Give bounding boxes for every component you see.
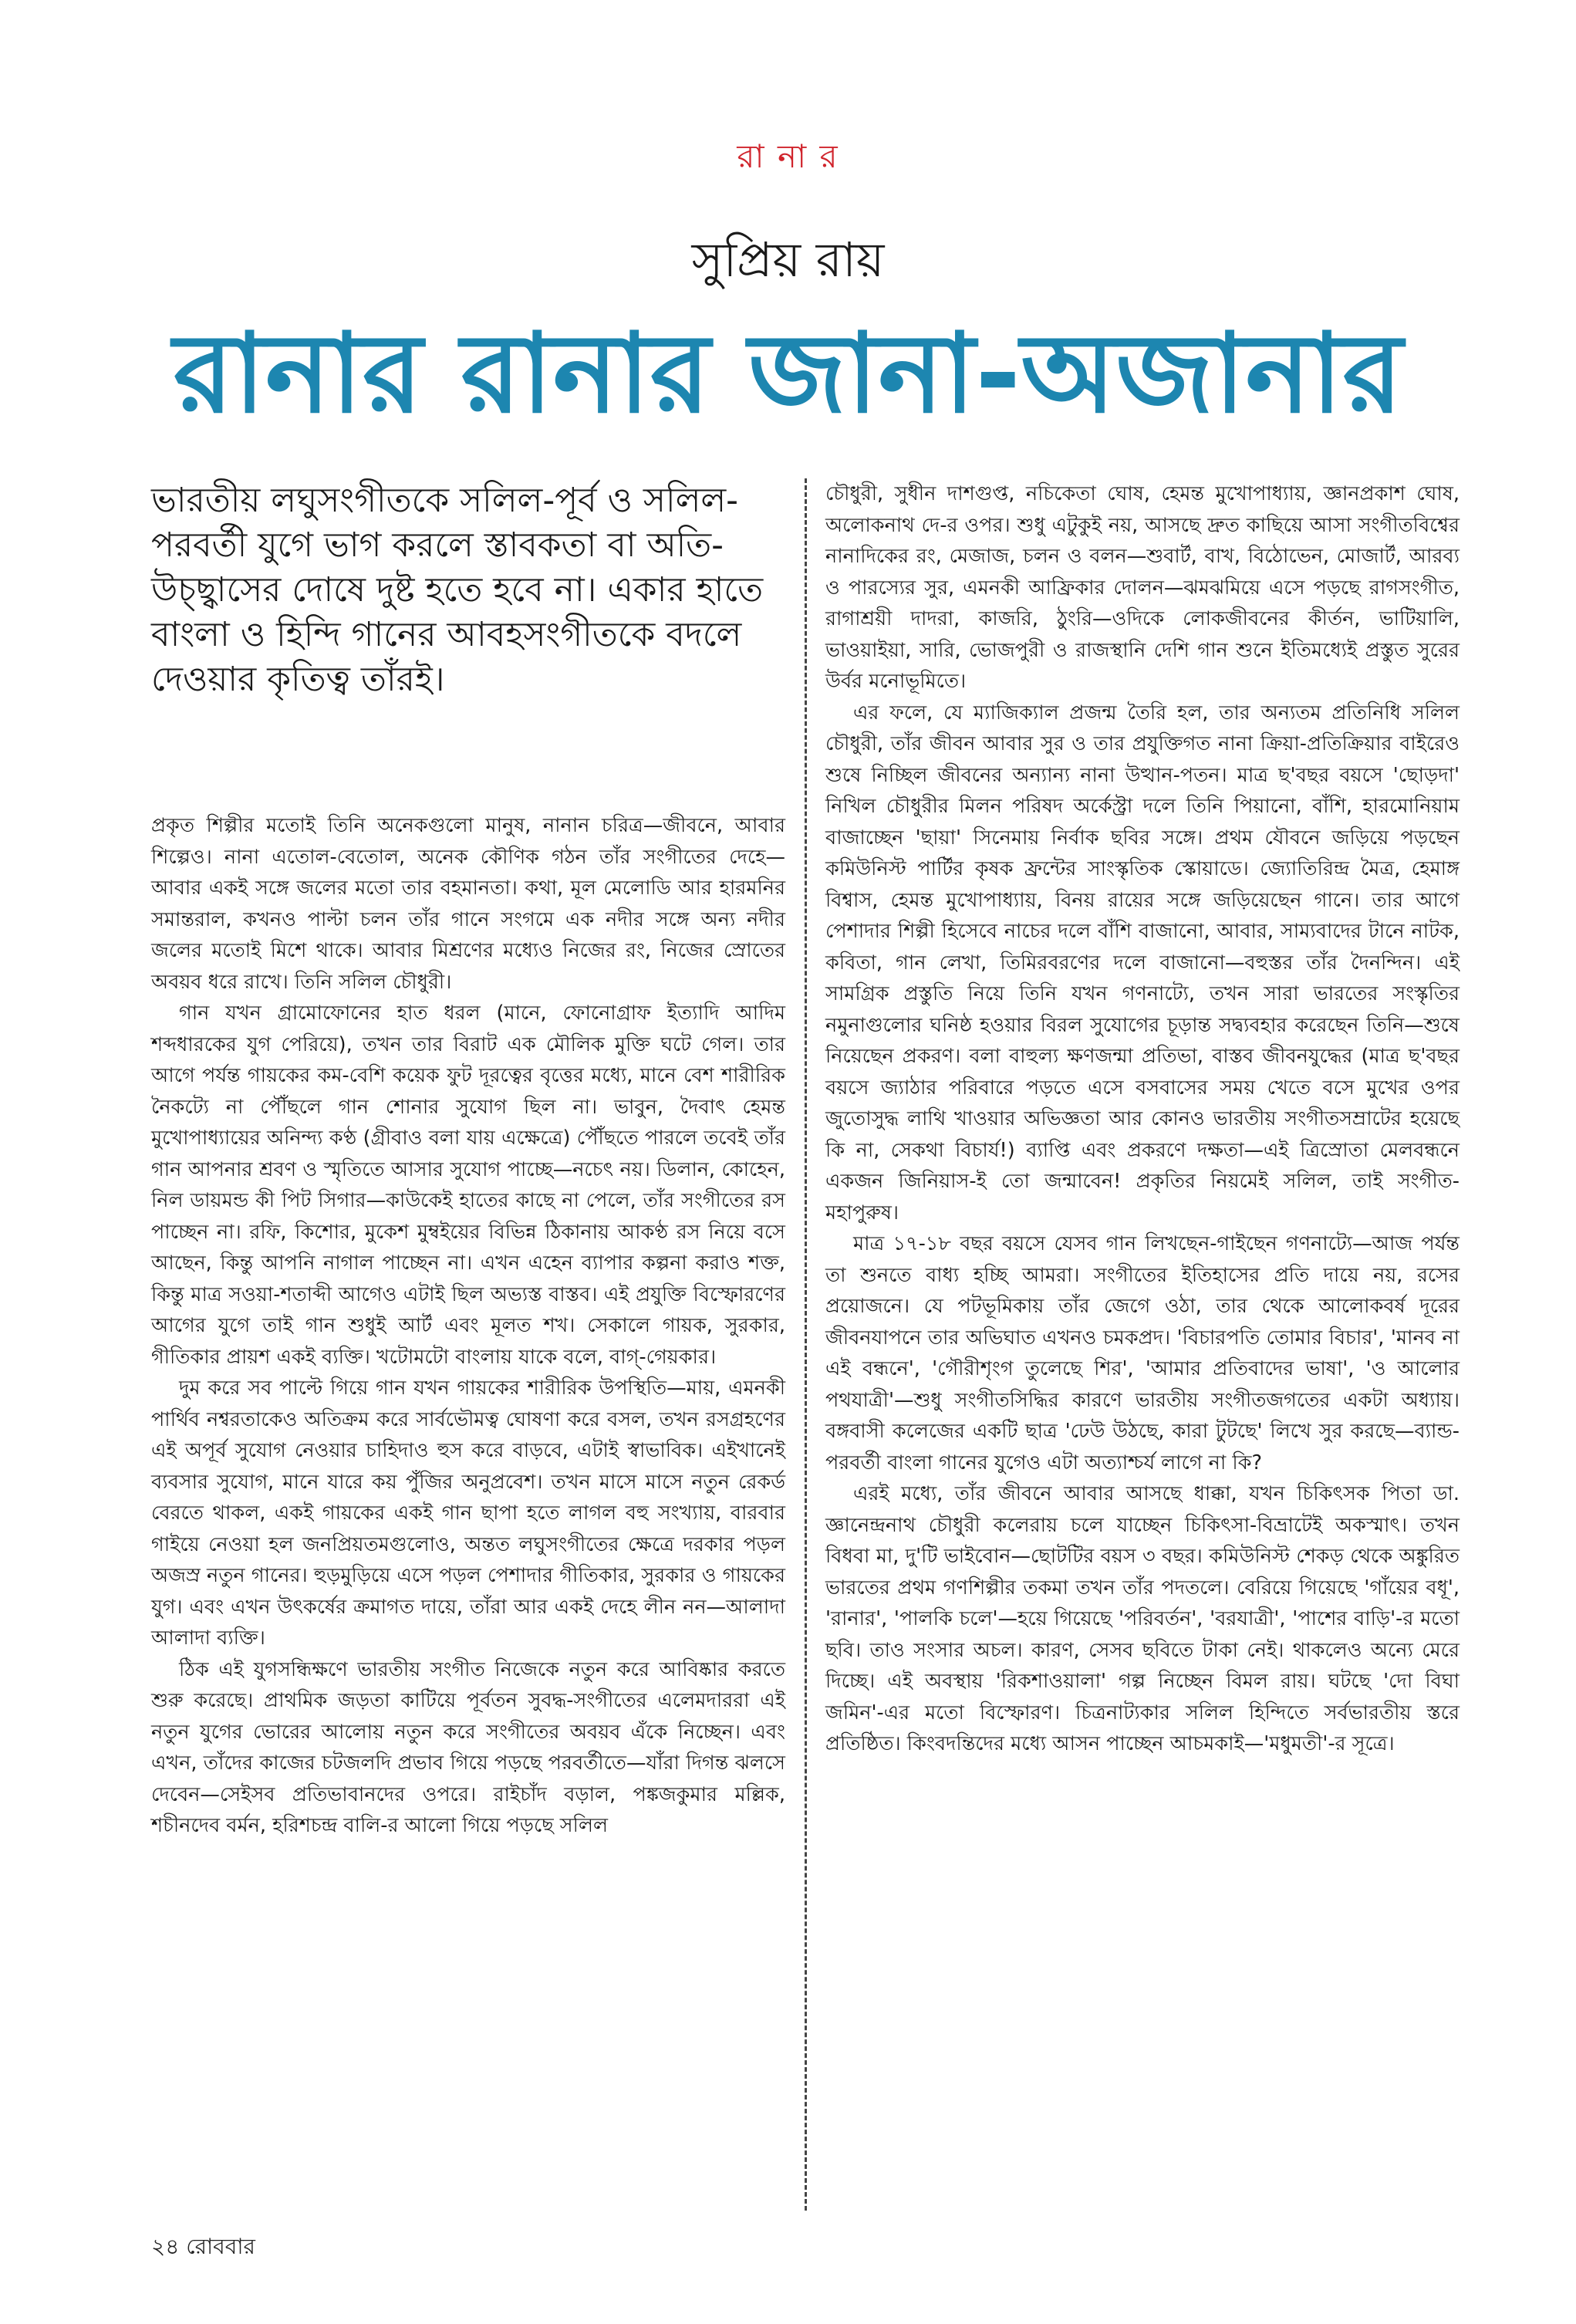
article-title: রানার রানার জানা-অজানার <box>173 310 1403 437</box>
column-divider <box>805 478 807 2211</box>
paragraph: দুম করে সব পাল্টে গিয়ে গান যখন গায়কের শারীরিক উপস্থিতি—মায়, এমনকী পার্থিব নশ্বরতাকেও অতিক্রম করে সার্বভৌমত্ব ঘোষণা করে বসল, তখন রসগ্রহণের এই অপূর্ব সুযোগ নেওয়ার চাহিদাও হুস করে বাড়বে, এটাই স্বাভাবিক। এইখানেই ব্যবসার সুযোগ, মানে যারে কয় পুঁজির অনুপ্রবেশ। তখন মাসে মাসে নতুন রেকর্ড বেরতে থাকল, একই গায়কের একই গান ছাপা হতে লাগল বহু সংখ্যায়, বারবার গাইয়ে নেওয়া হল জনপ্রিয়তমগুলোও, অন্তত লঘুসংগীতের ক্ষেত্রে দরকার পড়ল অজস্র নতুন গানের। হুড়মুড়িয়ে এসে পড়ল পেশাদার গীতিকার, সুরকার ও গায়কের যুগ। এবং এখন উৎকর্ষের ক্রমাগত দায়ে, তাঁরা আর একই দেহে লীন নন—আলাদা আলাদা ব্যক্তি। <box>151 1376 785 1650</box>
right-column <box>825 478 1460 1760</box>
paragraph: চৌধুরী, সুধীন দাশগুপ্ত, নচিকেতা ঘোষ, হেমন্ত মুখোপাধ্যায়, জ্ঞানপ্রকাশ ঘোষ, অলোকনাথ দে-র ওপর। শুধু এটুকুই নয়, আসছে দ্রুত কাছিয়ে আসা সংগীতবিশ্বের নানাদিকের রং, মেজাজ, চলন ও বলন—শুবার্ট, বাখ, বিঠোভেন, মোজার্ট, আরব্য ও পারস্যের সুর, এমনকী আফ্রিকার দোলন—ঝমঝমিয়ে এসে পড়ছে রাগসংগীত, রাগাশ্রয়ী দাদরা, কাজরি, ঠুংরি—ওদিকে লোকজীবনের কীর্তন, ভাটিয়ালি, ভাওয়াইয়া, সারি, ভোজপুরী ও রাজস্থানি দেশি গান শুনে ইতিমধ্যেই প্রস্তুত সুরের উর্বর মনোভূমিতে। <box>825 482 1460 693</box>
left-column <box>151 478 785 1842</box>
paragraph: এরই মধ্যে, তাঁর জীবনে আবার আসছে ধাক্কা, যখন চিকিৎসক পিতা ডা. জ্ঞানেন্দ্রনাথ চৌধুরী কলেরায় চলে যাচ্ছেন চিকিৎসা-বিভ্রাটেই অকস্মাৎ। তখন বিধবা মা, দু'টি ভাইবোন—ছোটটির বয়স ৩ বছর। কমিউনিস্ট শেকড় থেকে অঙ্কুরিত ভারতের প্রথম গণশিল্পীর তকমা তখন তাঁর পদতলে। বেরিয়ে গিয়েছে 'গাঁয়ের বধূ', 'রানার', 'পালকি চলে'—হয়ে গিয়েছে 'পরিবর্তন', 'বরযাত্রী', 'পাশের বাড়ি'-র মতো ছবি। তাও সংসার অচল। কারণ, সেসব ছবিতে টাকা নেই। থাকলেও অন্যে মেরে দিচ্ছে। এই অবস্থায় 'রিকশাওয়ালা' গল্প নিচ্ছেন বিমল রায়। ঘটছে 'দো বিঘা জমিন'-এর মতো বিস্ফোরণ। চিত্রনাট্যকার সলিল হিন্দিতে সর্বভারতীয় স্তরে প্রতিষ্ঠিত। কিংবদন্তিদের মধ্যে আসন পাচ্ছেন আচমকাই—'মধুমতী'-র সূত্রে। <box>825 1482 1460 1755</box>
left-body <box>151 810 785 1842</box>
intro-standfirst <box>151 478 785 702</box>
paragraph: গান যখন গ্রামোফোনের হাত ধরল (মানে, ফোনোগ্রাফ ইত্যাদি আদিম শব্দধারকের যুগ পেরিয়ে), তখন তার বিরাট এক মৌলিক মুক্তি ঘটে গেল। তার আগে পর্যন্ত গায়কের কম-বেশি কয়েক ফুট দূরত্বের বৃত্তের মধ্যে, মানে বেশ শারীরিক নৈকট্যে না পৌঁছলে গান শোনার সুযোগ ছিল না। ভাবুন, দৈবাৎ হেমন্ত মুখোপাধ্যায়ের অনিন্দ্য কণ্ঠ (গ্রীবাও বলা যায় এক্ষেত্রে) পৌঁছতে পারলে তবেই তাঁর গান আপনার শ্রবণ ও স্মৃতিতে আসার সুযোগ পাচ্ছে—নচেৎ নয়। ডিলান, কোহেন, নিল ডায়মন্ড কী পিট সিগার—কাউকেই হাতের কাছে না পেলে, তাঁর সংগীতের রস পাচ্ছেন না। রফি, কিশোর, মুকেশ মুম্বইয়ের বিভিন্ন ঠিকানায় আকণ্ঠ রস নিয়ে বসে আছেন, কিন্তু আপনি নাগাল পাচ্ছেন না। এখন এহেন ব্যাপার কল্পনা করাও শক্ত, কিন্তু মাত্র সওয়া-শতাব্দী আগেও এটাই ছিল অভ্যস্ত বাস্তব। এই প্রযুক্তি বিস্ফোরণের আগের যুগে তাই গান শুধুই আর্ট এবং মূলত শখ। সেকালে গায়ক, সুরকার, গীতিকার প্রায়শ একই ব্যক্তি। খটোমটো বাংলায় যাকে বলে, বাগ্‌-গেয়কার। <box>151 1002 785 1369</box>
intro-text: ভারতীয় লঘুসংগীতকে সলিল-পূর্ব ও সলিল-পরবর্তী যুগে ভাগ করলে স্তাবকতা বা অতি-উচ্ছ্বাসের দোষে দুষ্ট হতে হবে না। একার হাতে বাংলা ও হিন্দি গানের আবহসংগীতকে বদলে দেওয়ার কৃতিত্ব তাঁরই। <box>151 481 764 699</box>
right-body <box>825 478 1460 1760</box>
paragraph: মাত্র ১৭-১৮ বছর বয়সে যেসব গান লিখছেন-গাইছেন গণনাট্যে—আজ পর্যন্ত তা শুনতে বাধ্য হচ্ছি আমরা। সংগীতের ইতিহাসের প্রতি দায়ে নয়, রসের প্রয়োজনে। যে পটভূমিকায় তাঁর জেগে ওঠা, তার থেকে আলোকবর্ষ দূরের জীবনযাপনে তার অভিঘাত এখনও চমকপ্রদ। 'বিচারপতি তোমার বিচার', 'মানব না এই বন্ধনে', 'গৌরীশৃংগ তুলেছে শির', 'আমার প্রতিবাদের ভাষা', 'ও আলোর পথযাত্রী'—শুধু সংগীতসিদ্ধির কারণে ভারতীয় সংগীতজগতের একটা অধ্যায়। বঙ্গবাসী কলেজের একটি ছাত্র 'ঢেউ উঠছে, কারা টুটছে' লিখে সুর করছে—ব্যান্ড-পরবর্তী বাংলা গানের যুগেও এটা অত্যাশ্চর্য লাগে না কি? <box>825 1232 1460 1474</box>
section-tag: রা না র <box>737 137 839 175</box>
paragraph: প্রকৃত শিল্পীর মতোই তিনি অনেকগুলো মানুষ, নানান চরিত্র—জীবনে, আবার শিল্পেও। নানা এতোল-বেতোল, অনেক কৌণিক গঠন তাঁর সংগীতের দেহে—আবার একই সঙ্গে জলের মতো তার বহমানতা। কথা, মূল মেলোডি আর হারমনির সমান্তরাল, কখনও পাল্টা চলন তাঁর গানে সংগমে এক নদীর সঙ্গে অন্য নদীর জলের মতোই মিশে থাকে। আবার মিশ্রণের মধ্যেও নিজের রং, নিজের স্রোতের অবয়ব ধরে রাখে। তিনি সলিল চৌধুরী। <box>151 814 785 994</box>
page-footer: ২৪ রোববার <box>151 2234 255 2259</box>
author-name: সুপ্রিয় রায় <box>691 231 885 288</box>
paragraph: ঠিক এই যুগসন্ধিক্ষণে ভারতীয় সংগীত নিজেকে নতুন করে আবিষ্কার করতে শুরু করেছে। প্রাথমিক জড়তা কাটিয়ে পূর্বতন সুবদ্ধ-সংগীতের এলেমদাররা এই নতুন যুগের ভোরের আলোয় নতুন করে সংগীতের অবয়ব এঁকে নিচ্ছেন। এবং এখন, তাঁদের কাজের চটজলদি প্রভাব গিয়ে পড়ছে পরবর্তীতে—যাঁরা দিগন্ত ঝলসে দেবেন—সেইসব প্রতিভাবানদের ওপরে। রাইচাঁদ বড়াল, পঙ্কজকুমার মল্লিক, শচীনদেব বর্মন, হরিশচন্দ্র বালি-র আলো গিয়ে পড়ছে সলিল <box>151 1657 785 1837</box>
paragraph: এর ফলে, যে ম্যাজিক্যাল প্রজন্ম তৈরি হল, তার অন্যতম প্রতিনিধি সলিল চৌধুরী, তাঁর জীবন আবার সুর ও তার প্রযুক্তিগত নানা ক্রিয়া-প্রতিক্রিয়ার বাইরেও শুষে নিচ্ছিল জীবনের অন্যান্য নানা উত্থান-পতন। মাত্র ছ'বছর বয়সে 'ছোড়দা' নিখিল চৌধুরীর মিলন পরিষদ অর্কেস্ট্রা দলে তিনি পিয়ানো, বাঁশি, হারমোনিয়াম বাজাচ্ছেন 'ছায়া' সিনেমায় নির্বাক ছবির সঙ্গে। প্রথম যৌবনে জড়িয়ে পড়ছেন কমিউনিস্ট পার্টির কৃষক ফ্রন্টের সাংস্কৃতিক স্কোয়াডে। জ্যোতিরিন্দ্র মৈত্র, হেমাঙ্গ বিশ্বাস, হেমন্ত মুখোপাধ্যায়, বিনয় রায়ের সঙ্গে জড়িয়েছেন গানে। তার আগে পেশাদার শিল্পী হিসেবে নাচের দলে বাঁশি বাজানো, আবার, সাম্যবাদের টানে নাটক, কবিতা, গান লেখা, তিমিরবরণের দলে বাজানো—বহুস্তর তাঁর দৈনন্দিন। এই সামগ্রিক প্রস্তুতি নিয়ে তিনি যখন গণনাট্যে, তখন সারা ভারতের সংস্কৃতির নমুনাগুলোর ঘনিষ্ঠ হওয়ার বিরল সুযোগের চূড়ান্ত সদ্ব্যবহার করেছেন তিনি—শুষে নিয়েছেন প্রকরণ। বলা বাহুল্য ক্ষণজন্মা প্রতিভা, বাস্তব জীবনযুদ্ধের (মাত্র ছ'বছর বয়সে জ্যাঠার পরিবারে পড়তে এসে বসবাসের সময় খেতে বসে মুখের ওপর জুতোসুদ্ধ লাথি খাওয়ার অভিজ্ঞতা আর কোনও ভারতীয় সংগীতসম্রাটের হয়েছে কি না, সেকথা বিচার্য!) ব্যাপ্তি এবং প্রকরণে দক্ষতা—এই ত্রিস্রোতা মেলবন্ধনে একজন জিনিয়াস-ই তো জন্মাবেন! প্রকৃতির নিয়মেই সলিল, তাই সংগীত-মহাপুরুষ। <box>825 701 1460 1224</box>
